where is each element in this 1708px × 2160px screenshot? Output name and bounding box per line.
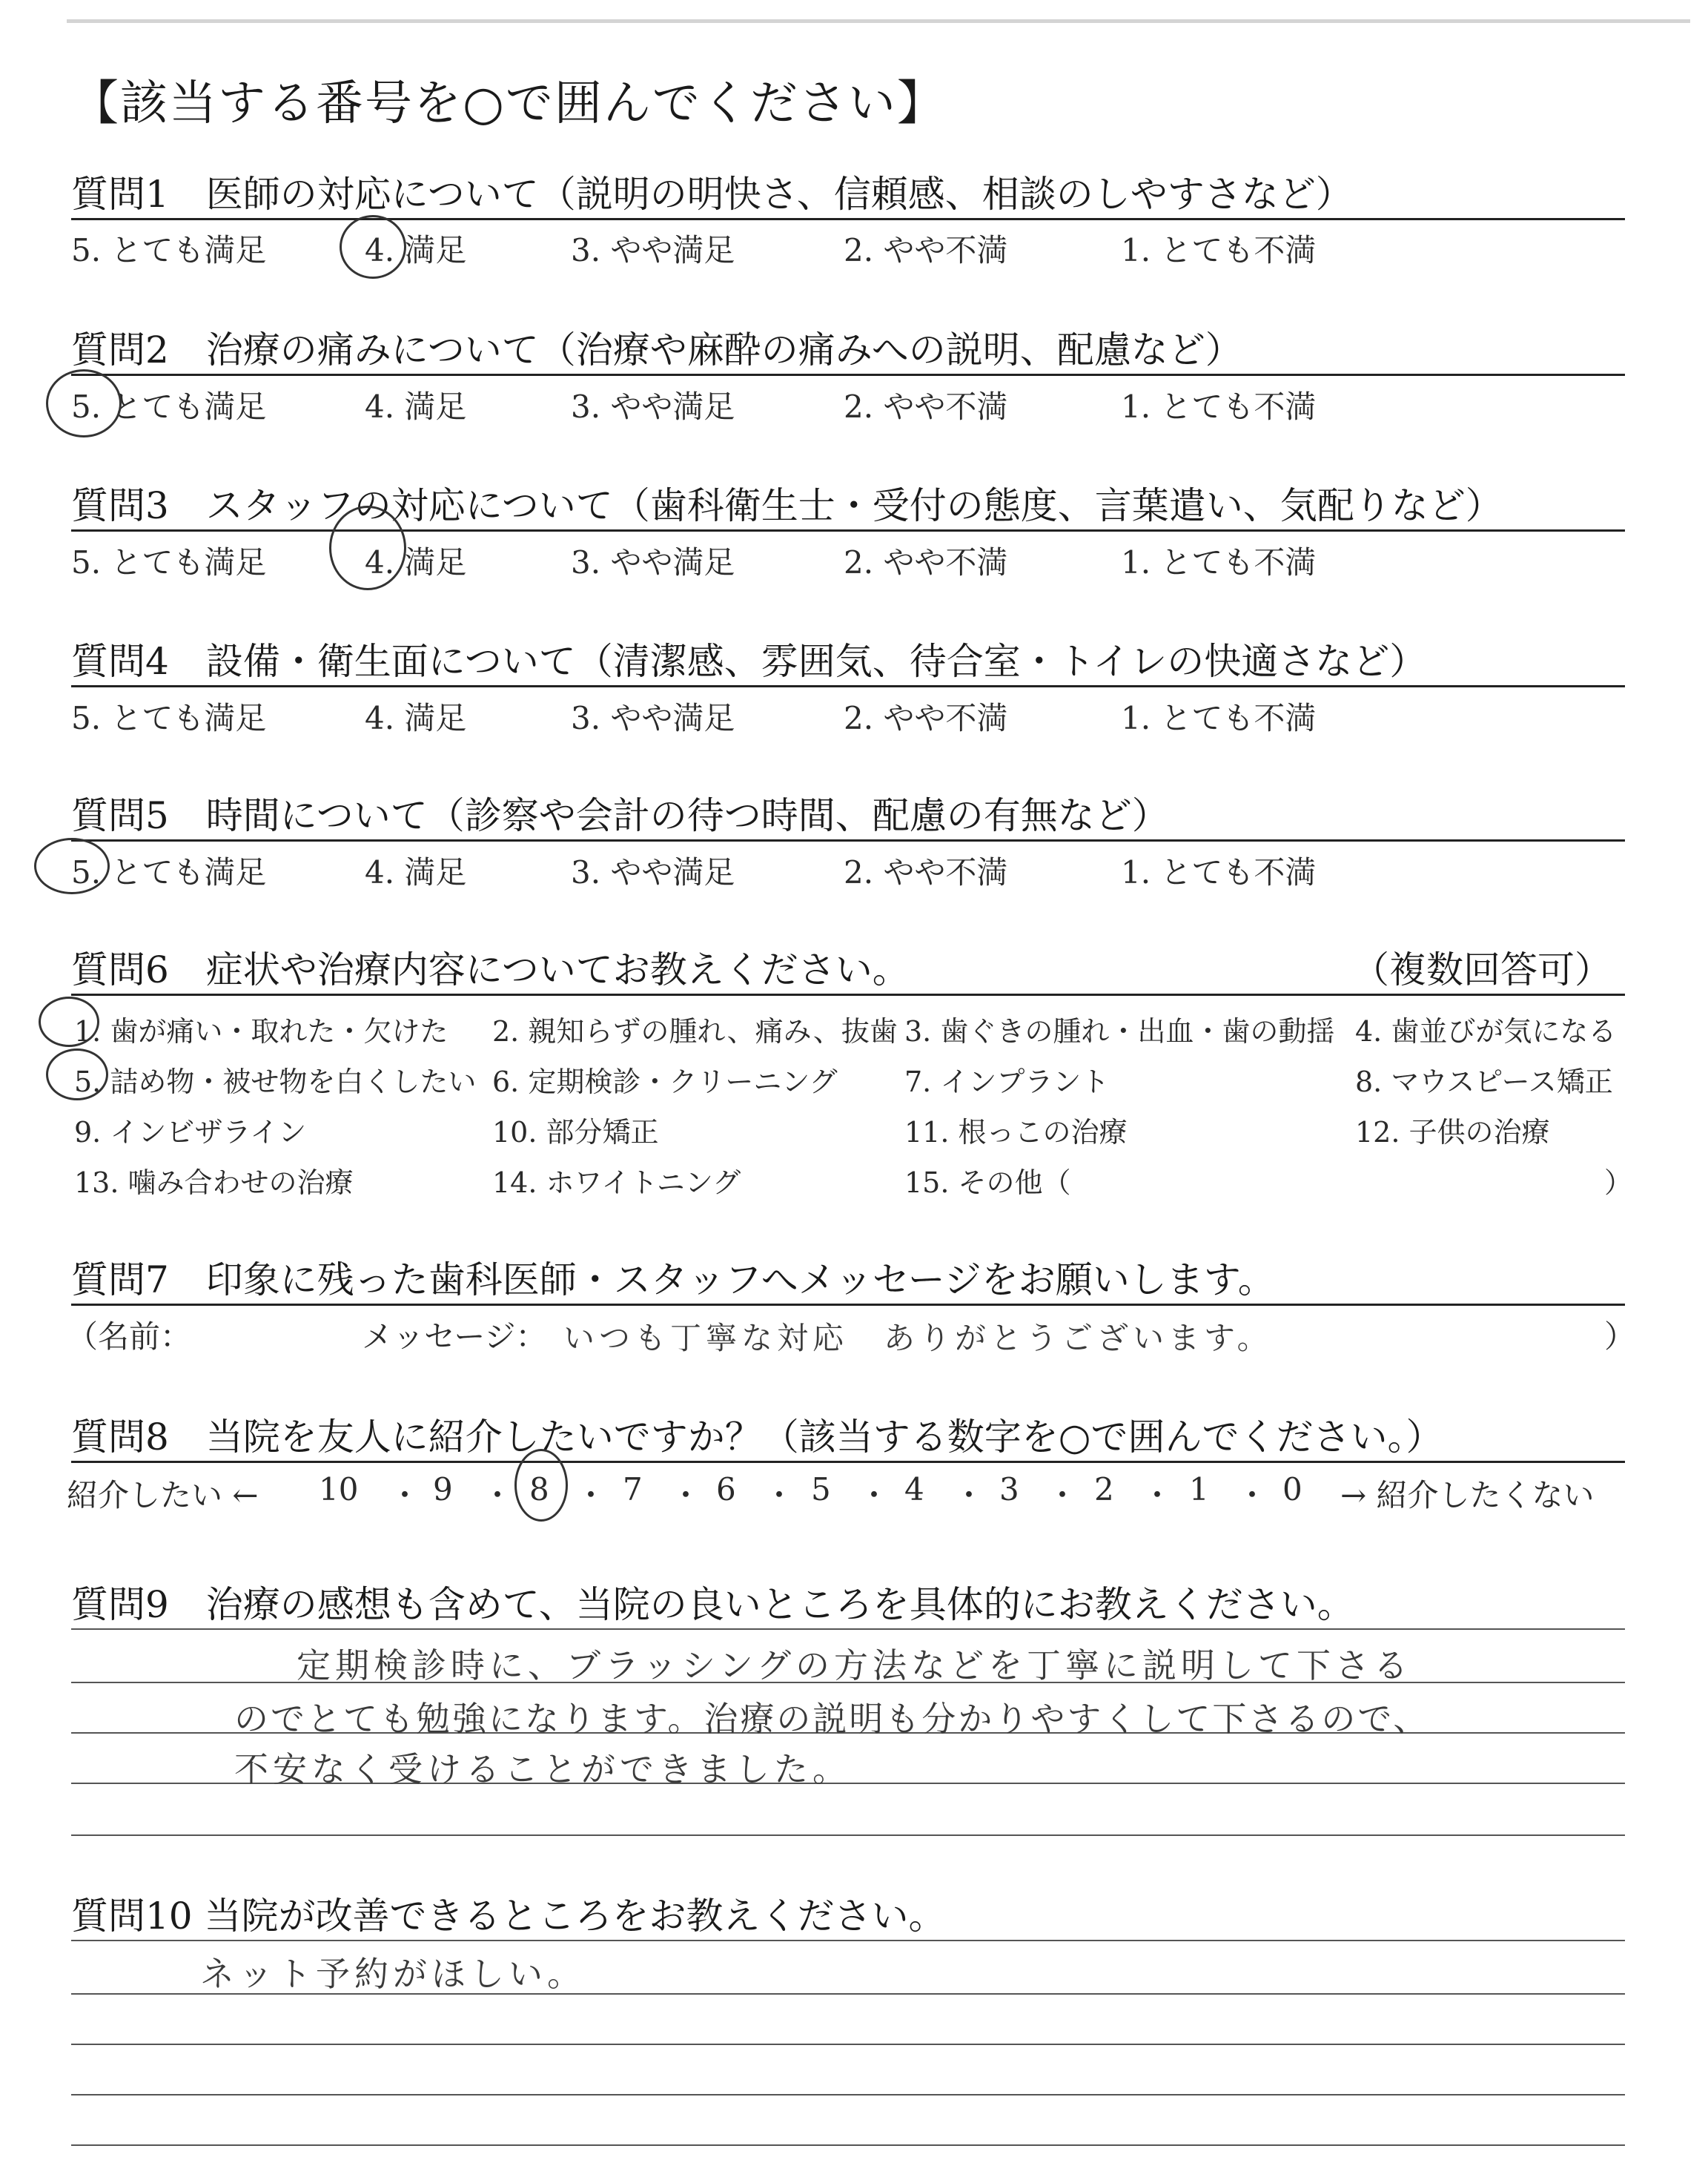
q9-answer-line-1[interactable]: 定期検診時に、ブラッシングの方法などを丁寧に説明して下さる xyxy=(297,1645,1413,1685)
q8-score-2[interactable]: 2 xyxy=(1094,1471,1114,1507)
q8-sep: ・ xyxy=(1142,1477,1174,1513)
q8-sep: ・ xyxy=(389,1477,421,1513)
q4-option-4[interactable]: 4. 満足 xyxy=(365,700,467,736)
q8-sep: ・ xyxy=(1237,1477,1268,1513)
q1-option-1[interactable]: 1. とても不満 xyxy=(1121,232,1317,268)
q3-option-1[interactable]: 1. とても不満 xyxy=(1121,544,1317,581)
q5-option-3[interactable]: 3. やや満足 xyxy=(571,854,735,891)
q10-line-5 xyxy=(71,2144,1625,2146)
q10-answer-line-1[interactable]: ネット予約がほしい。 xyxy=(200,1954,586,1994)
q4-option-1[interactable]: 1. とても不満 xyxy=(1121,700,1317,736)
q8-score-1[interactable]: 1 xyxy=(1189,1471,1209,1507)
question-6-note: （複数回答可） xyxy=(1352,948,1612,991)
question-7-title: 質問7 印象に残った歯科医師・スタッフへメッセージをお願いします。 xyxy=(71,1258,1275,1301)
q8-sep: ・ xyxy=(482,1477,514,1513)
q9-line-1 xyxy=(71,1628,1625,1630)
question-2-title: 質問2 治療の痛みについて（治療や麻酔の痛みへの説明、配慮など） xyxy=(71,328,1242,371)
q6-item-3[interactable]: 3. 歯ぐきの腫れ・出血・歯の動揺 xyxy=(904,1015,1335,1048)
q8-sep: ・ xyxy=(670,1477,702,1513)
q5-answer-circle xyxy=(34,838,110,894)
q3-option-2[interactable]: 2. やや不満 xyxy=(844,544,1008,581)
q4-option-3[interactable]: 3. やや満足 xyxy=(571,700,735,736)
q3-answer-circle xyxy=(329,506,406,590)
q2-option-3[interactable]: 3. やや満足 xyxy=(571,389,735,425)
q9-answer-line-3[interactable]: 不安なく受けることができました。 xyxy=(234,1749,851,1789)
question-2-rule xyxy=(71,374,1625,376)
q4-option-2[interactable]: 2. やや不満 xyxy=(844,700,1008,736)
q1-answer-circle xyxy=(340,215,406,279)
q8-sep: ・ xyxy=(953,1477,985,1513)
question-9-title: 質問9 治療の感想も含めて、当院の良いところを具体的にお教えください。 xyxy=(71,1583,1354,1626)
question-5-rule xyxy=(71,839,1625,842)
q6-item-11[interactable]: 11. 根っこの治療 xyxy=(904,1116,1128,1149)
q5-option-1[interactable]: 1. とても不満 xyxy=(1121,854,1317,891)
q8-score-9[interactable]: 9 xyxy=(433,1471,453,1507)
q5-option-2[interactable]: 2. やや不満 xyxy=(844,854,1008,891)
page-header: 【該当する番号を○で囲んでください】 xyxy=(71,76,946,131)
question-3-title: 質問3 スタッフの対応について（歯科衛生士・受付の態度、言葉遣い、気配りなど） xyxy=(71,484,1503,527)
q7-name-label: （名前： xyxy=(67,1318,192,1355)
question-6-title: 質問6 症状や治療内容についてお教えください。 xyxy=(71,948,910,991)
q8-sep: ・ xyxy=(858,1477,890,1513)
q6-item-12[interactable]: 12. 子供の治療 xyxy=(1355,1116,1550,1149)
q6-item-9[interactable]: 9. インビザライン xyxy=(74,1116,307,1149)
q6-item-14[interactable]: 14. ホワイトニング xyxy=(492,1166,741,1199)
q2-option-1[interactable]: 1. とても不満 xyxy=(1121,389,1317,425)
q8-score-5[interactable]: 5 xyxy=(811,1471,831,1507)
question-1-rule xyxy=(71,218,1625,220)
question-4-title: 質問4 設備・衛生面について（清潔感、雰囲気、待合室・トイレの快適さなど） xyxy=(71,640,1427,683)
q8-score-4[interactable]: 4 xyxy=(904,1471,924,1507)
q1-option-3[interactable]: 3. やや満足 xyxy=(571,232,735,268)
q6-answer-circle-5 xyxy=(46,1048,108,1100)
q4-option-5[interactable]: 5. とても満足 xyxy=(71,700,267,736)
question-8-rule xyxy=(71,1461,1625,1463)
q8-left-label: 紹介したい ← xyxy=(67,1477,259,1513)
q2-answer-circle xyxy=(46,369,122,437)
q3-option-4[interactable]: 4. 満足 xyxy=(365,544,467,581)
q8-sep: ・ xyxy=(764,1477,795,1513)
q2-option-5[interactable]: 5. とても満足 xyxy=(71,389,267,425)
q8-sep: ・ xyxy=(575,1477,607,1513)
q8-right-label: → 紹介したくない xyxy=(1340,1477,1595,1513)
q6-item-2[interactable]: 2. 親知らずの腫れ、痛み、抜歯 xyxy=(492,1015,898,1048)
question-5-title: 質問5 時間について（診察や会計の待つ時間、配慮の有無など） xyxy=(71,794,1169,837)
q6-item-7[interactable]: 7. インプラント xyxy=(904,1066,1110,1098)
question-4-rule xyxy=(71,685,1625,687)
question-7-rule xyxy=(71,1304,1625,1306)
q3-option-3[interactable]: 3. やや満足 xyxy=(571,544,735,581)
q6-item-8[interactable]: 8. マウスピース矯正 xyxy=(1355,1066,1613,1098)
q5-option-4[interactable]: 4. 満足 xyxy=(365,854,467,891)
q6-item-10[interactable]: 10. 部分矯正 xyxy=(492,1116,659,1149)
q7-message-label: メッセージ： xyxy=(362,1318,547,1355)
question-8-title: 質問8 当院を友人に紹介したいですか？（該当する数字を○で囲んでください。） xyxy=(71,1416,1443,1459)
q8-score-0[interactable]: 0 xyxy=(1282,1471,1302,1507)
q6-item-15-close: ） xyxy=(1604,1166,1633,1199)
question-6-rule xyxy=(71,994,1625,996)
q6-item-4[interactable]: 4. 歯並びが気になる xyxy=(1355,1015,1617,1048)
q10-line-4 xyxy=(71,2094,1625,2095)
q9-answer-line-2[interactable]: のでとても勉強になります。治療の説明も分かりやすくして下さるので、 xyxy=(234,1699,1430,1739)
q6-answer-circle-1 xyxy=(39,997,99,1047)
q6-item-13[interactable]: 13. 噛み合わせの治療 xyxy=(74,1166,354,1199)
q6-item-15[interactable]: 15. その他（ xyxy=(904,1166,1071,1199)
q10-line-3 xyxy=(71,2044,1625,2045)
q1-option-2[interactable]: 2. やや不満 xyxy=(844,232,1008,268)
question-3-rule xyxy=(71,529,1625,532)
q8-score-6[interactable]: 6 xyxy=(716,1471,736,1507)
q1-option-4[interactable]: 4. 満足 xyxy=(365,232,467,268)
q2-option-4[interactable]: 4. 満足 xyxy=(365,389,467,425)
q1-option-5[interactable]: 5. とても満足 xyxy=(71,232,267,268)
q2-option-2[interactable]: 2. やや不満 xyxy=(844,389,1008,425)
q8-score-3[interactable]: 3 xyxy=(999,1471,1019,1507)
q5-option-5[interactable]: 5. とても満足 xyxy=(71,854,267,891)
q3-option-5[interactable]: 5. とても満足 xyxy=(71,544,267,581)
q8-score-8[interactable]: 8 xyxy=(529,1471,549,1507)
top-edge-line xyxy=(67,19,1690,23)
q6-item-5[interactable]: 5. 詰め物・被せ物を白くしたい xyxy=(74,1066,477,1098)
q8-sep: ・ xyxy=(1047,1477,1079,1513)
q8-answer-circle xyxy=(514,1449,568,1522)
q8-score-10[interactable]: 10 xyxy=(319,1471,359,1507)
q6-item-6[interactable]: 6. 定期検診・クリーニング xyxy=(492,1066,838,1098)
question-1-title: 質問1 医師の対応について（説明の明快さ、信頼感、相談のしやすさなど） xyxy=(71,173,1353,216)
q6-item-1[interactable]: 1. 歯が痛い・取れた・欠けた xyxy=(74,1015,448,1048)
q7-close-paren: ） xyxy=(1604,1318,1636,1355)
question-10-title: 質問10 当院が改善できるところをお教えください。 xyxy=(71,1895,946,1938)
q7-message-handwritten[interactable]: いつも丁寧な対応 ありがとうございます。 xyxy=(563,1320,1273,1356)
q8-score-7[interactable]: 7 xyxy=(623,1471,643,1507)
q9-line-5 xyxy=(71,1834,1625,1836)
q10-line-1 xyxy=(71,1940,1625,1941)
